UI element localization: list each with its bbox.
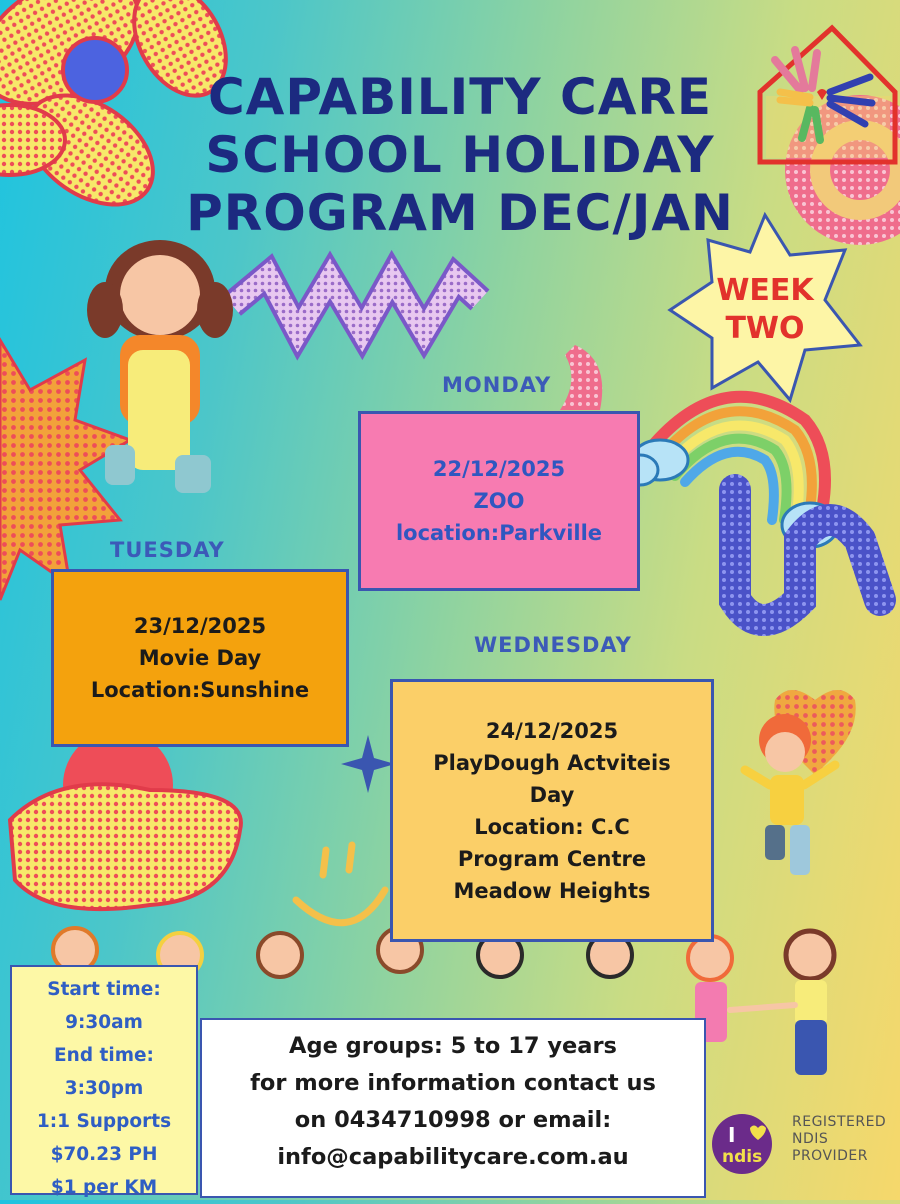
contact-line-2: for more information contact us (250, 1070, 656, 1096)
tuesday-date: 23/12/2025 (133, 614, 267, 638)
end-time-label: End time: (54, 1045, 154, 1066)
tuesday-label: TUESDAY (110, 538, 225, 562)
program-title (100, 68, 820, 242)
wednesday-card (390, 679, 714, 942)
sparkle-star-decoration (341, 735, 395, 793)
contact-email[interactable]: info@capabilitycare.com.au (277, 1144, 629, 1170)
girl-character-illustration (87, 240, 233, 493)
monday-card (358, 411, 640, 591)
monday-date: 22/12/2025 (432, 457, 566, 481)
wednesday-location-line-3: Meadow Heights (453, 878, 651, 903)
end-time-value: 3:30pm (64, 1078, 144, 1099)
supports-label: 1:1 Supports (36, 1111, 172, 1132)
title-line-3: PROGRAM DEC/JAN (186, 184, 734, 242)
ndis-text-line-3: PROVIDER (792, 1148, 869, 1164)
ndis-text-line-1: REGISTERED (792, 1114, 887, 1130)
monday-location: location:Parkville (395, 521, 603, 545)
ndis-logo-i: I (728, 1123, 736, 1147)
tuesday-location: Location:Sunshine (90, 678, 310, 702)
wednesday-label: WEDNESDAY (474, 633, 632, 657)
week-badge-line-1: WEEK (716, 273, 814, 308)
ndis-logo-text: ndis (722, 1147, 763, 1167)
wednesday-location-line-2: Program Centre (457, 846, 647, 871)
title-line-1: CAPABILITY CARE (207, 68, 713, 126)
week-badge (700, 272, 830, 348)
wednesday-activity-line-1: PlayDough Actviteis (433, 750, 671, 775)
contact-info-box (200, 1018, 706, 1198)
wednesday-location-line-1: Location: C.C (474, 814, 630, 839)
contact-phone-line: on 0434710998 or email: (294, 1107, 612, 1133)
start-time-label: Start time: (47, 979, 161, 1000)
km-rate: $1 per KM (50, 1177, 158, 1198)
age-groups-text: Age groups: 5 to 17 years (289, 1033, 617, 1059)
hourly-rate: $70.23 PH (50, 1144, 158, 1165)
wednesday-date: 24/12/2025 (485, 718, 619, 743)
ndis-text-line-2: NDIS (792, 1131, 829, 1147)
title-line-2: SCHOOL HOLIDAY (205, 126, 715, 184)
wednesday-activity-line-2: Day (529, 782, 575, 807)
start-time-value: 9:30am (65, 1012, 143, 1033)
times-and-rates-box (10, 965, 198, 1198)
tuesday-card (51, 569, 349, 747)
monday-activity: ZOO (473, 489, 525, 513)
week-badge-line-2: TWO (725, 311, 805, 346)
registered-provider-text (792, 1114, 886, 1165)
tuesday-activity: Movie Day (138, 646, 262, 670)
monday-label: MONDAY (442, 373, 552, 397)
blob-decoration (10, 784, 241, 909)
